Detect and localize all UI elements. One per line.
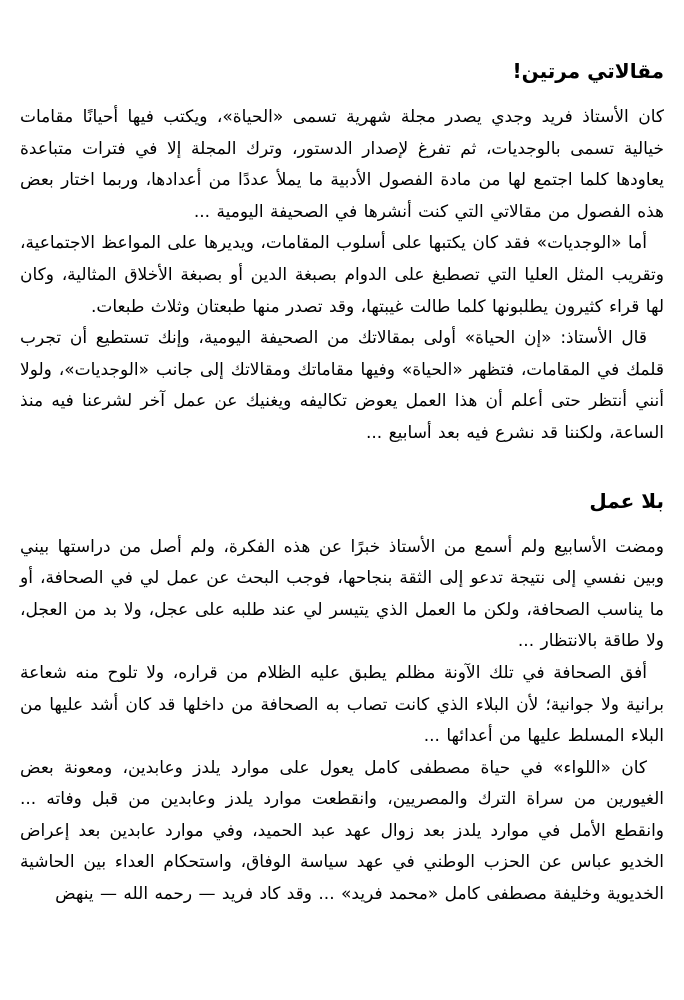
section-heading: مقالاتي مرتين! (512, 59, 664, 83)
section-my-articles-twice (20, 56, 664, 450)
paragraph: كان «اللواء» في حياة مصطفى كامل يعول على موارد يلدز وعابدين، ومعونة بعض الغيورين من سراة الترك والمصريين، وانقطعت موارد يلدز وعابدين من قبل وفاته ... وانقطع الأمل في موارد يلدز بعد زوال عهد عبد الحميد، وفي موارد عابدين بعد إعراض الخديو عباس عن الحزب الوطني في عهد سياسة الوفاق، واستحكام العداء بين الحاشية الخديوية وخليفة مصطفى كامل «محمد فريد» ... وقد كاد فريد — رحمه الله — ينهض (20, 757, 664, 905)
paragraph: كان الأستاذ فريد وجدي يصدر مجلة شهرية تسمى «الحياة»، ويكتب فيها أحيانًا مقامات خيالية تسمى بالوجديات، ثم تفرغ لإصدار الدستور، وترك المجلة إلا في فترات متباعدة يعاودها كلما اجتمع لها من مادة الفصول الأدبية ما يملأ عددًا من أعدادها، وربما اختار بعض هذه الفصول من مقالاتي التي كنت أنشرها في الصحيفة اليومية ... (20, 107, 664, 222)
section-heading: بلا عمل (589, 488, 664, 513)
paragraph: ومضت الأسابيع ولم أسمع من الأستاذ خبرًا عن هذه الفكرة، ولم أصل من دراستها بيني وبين نفسي إلى نتيجة تدعو إلى الثقة بنجاحها، فوجب البحث عن عمل لي في الصحافة، أو ما يناسب الصحافة، ولكن ما العمل الذي يتيسر لي عند طلبه على عجل، ولا بد من العجل، ولا طاقة بالانتظار ... (20, 536, 664, 652)
paragraph: أفق الصحافة في تلك الآونة مظلم يطبق عليه الظلام من قراره، ولا تلوح منه شعاعة برانية ولا جوانية؛ لأن البلاء الذي كانت تصاب به الصحافة من داخلها قد كان أشد عليها من البلاء المسلط عليها من أعدائها ... (20, 662, 664, 747)
paragraph: أما «الوجديات» فقد كان يكتبها على أسلوب المقامات، ويديرها على المواعظ الاجتماعية، وتقريب المثل العليا التي تصطبغ على الدوام بصبغة الدين أو بصبغة الأخلاق المثالية، وكان لها قراء كثيرون يطلبونها كلما طالت غيبتها، وقد تصدر منها طبعتان وثلاث طبعات. (20, 233, 664, 317)
section-without-work (20, 486, 664, 911)
paragraph: قال الأستاذ: «إن الحياة» أولى بمقالاتك من الصحيفة اليومية، وإنك تستطيع أن تجرب قلمك في المقامات، فتظهر «الحياة» وفيها مقاماتك ومقالاتك إلى جانب «الوجديات»، ولولا أنني أنتظر حتى أعلم أن هذا العمل يعوض تكاليفه ويغنيك عن عمل آخر لشرعنا فيه منذ الساعة، ولكننا قد نشرع فيه بعد أسابيع ... (20, 328, 664, 443)
